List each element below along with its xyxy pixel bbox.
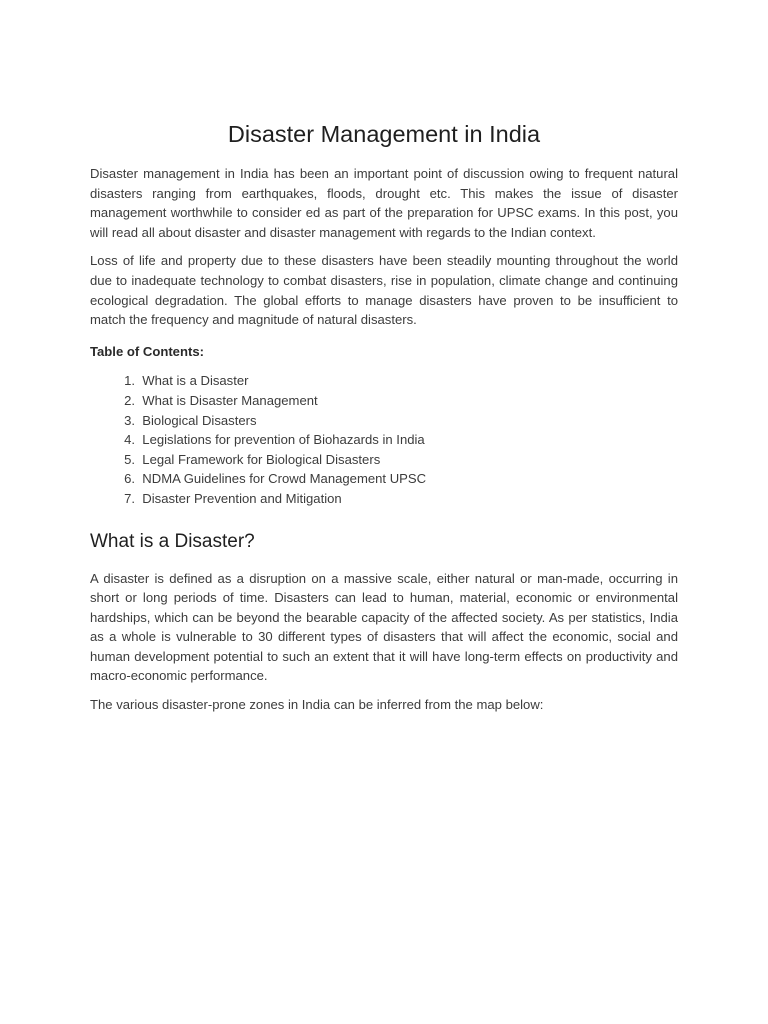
intro-paragraph-1: Disaster management in India has been an important point of discussion owing to frequent natural disasters ranging from earthquakes, floods, drought etc. This makes the issue of disaster management worthwhile to consider ed as part of the preparation for UPSC exams. In this post, you will read all about disaster and disaster management with regards to the Indian context. xyxy=(90,166,678,240)
intro-paragraph-2: Loss of life and property due to these disasters have been steadily mounting throughout the world due to inadequate technology to combat disasters, rise in population, climate change and continuing ecological degradation. The global efforts to manage disasters have proven to be insufficient to match the frequency and magnitude of natural disasters. xyxy=(90,253,678,328)
toc-item-what-is-disaster[interactable] xyxy=(90,371,678,391)
toc-number: 1. xyxy=(124,373,135,389)
toc-label: Disaster Prevention and Mitigation xyxy=(142,490,342,506)
toc-item-ndma-guidelines[interactable] xyxy=(90,469,678,489)
toc-item-what-is-disaster-management[interactable] xyxy=(90,391,678,411)
page-title: Disaster Management in India xyxy=(227,121,541,147)
toc-number: 5. xyxy=(124,451,135,467)
table-of-contents xyxy=(90,371,678,508)
toc-label: What is Disaster Management xyxy=(142,392,318,408)
toc-label: Legislations for prevention of Biohazards in India xyxy=(142,432,425,448)
toc-label: NDMA Guidelines for Crowd Management UPSC xyxy=(142,471,427,487)
toc-number: 2. xyxy=(124,392,135,408)
toc-number: 6. xyxy=(124,471,135,487)
section-paragraph-1: A disaster is defined as a disruption on a massive scale, either natural or man-made, occurring in short or long periods of time. Disasters can lead to human, material, economic or environmental hardships, which can be beyond the bearable capacity of the affected society. As per statistics, India as a whole is vulnerable to 30 different types of disasters that will affect the economic, social and human development potential to such an extent that it will have long-term effects on productivity and macro-economic performance. xyxy=(90,570,678,684)
document-page xyxy=(90,118,678,724)
toc-label: What is a Disaster xyxy=(142,373,249,389)
toc-heading: Table of Contents: xyxy=(90,343,204,359)
section-paragraph-2: The various disaster-prone zones in India can be inferred from the map below: xyxy=(90,697,544,713)
toc-label: Biological Disasters xyxy=(142,412,257,428)
toc-item-legislations-biohazards[interactable] xyxy=(90,430,678,450)
toc-item-biological-disasters[interactable] xyxy=(90,411,678,431)
toc-label: Legal Framework for Biological Disasters xyxy=(142,451,381,467)
toc-item-prevention-mitigation[interactable] xyxy=(90,489,678,509)
section-heading: What is a Disaster? xyxy=(90,530,255,552)
toc-number: 7. xyxy=(124,490,135,506)
toc-item-legal-framework[interactable] xyxy=(90,450,678,470)
toc-number: 4. xyxy=(124,432,135,448)
toc-number: 3. xyxy=(124,412,135,428)
